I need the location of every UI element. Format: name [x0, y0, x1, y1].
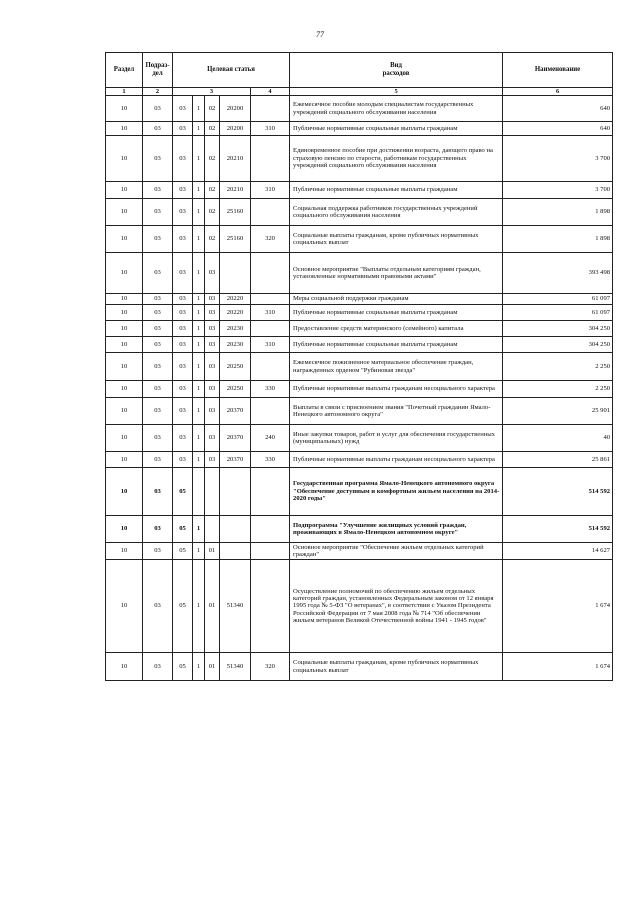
cell-sum: 640 — [503, 96, 613, 122]
cell-podrazdel: 03 — [143, 182, 173, 199]
cell-target-event: 03 — [205, 305, 220, 321]
cell-podrazdel: 03 — [143, 381, 173, 398]
cell-target-direction: 51340 — [220, 560, 251, 653]
cell-sum: 2 250 — [503, 381, 613, 398]
cell-razdel: 10 — [106, 468, 143, 516]
cell-vid — [251, 516, 290, 543]
cell-podrazdel: 03 — [143, 398, 173, 425]
cell-target-event: 02 — [205, 136, 220, 182]
cell-name: Публичные нормативные социальные выплаты гражданам — [290, 337, 503, 353]
table-row — [106, 452, 613, 468]
cell-sum: 393 498 — [503, 253, 613, 294]
cell-target-direction: 20250 — [220, 353, 251, 381]
cell-target-program: 03 — [173, 353, 193, 381]
cell-target-event: 02 — [205, 122, 220, 136]
cell-sum: 1 898 — [503, 226, 613, 253]
cell-podrazdel: 03 — [143, 122, 173, 136]
cell-name: Публичные нормативные социальные выплаты гражданам — [290, 182, 503, 199]
cell-target-direction — [220, 253, 251, 294]
table-row — [106, 398, 613, 425]
cell-target-program: 03 — [173, 425, 193, 452]
cell-target-subprogram: 1 — [193, 560, 205, 653]
cell-name: Ежемесячное пособие молодым специалистам государственных учреждений социального обслуживания населения — [290, 96, 503, 122]
cell-target-subprogram: 1 — [193, 653, 205, 681]
cell-podrazdel: 03 — [143, 425, 173, 452]
cell-name: Публичные нормативные выплаты гражданам несоциального характера — [290, 381, 503, 398]
cell-target-program: 03 — [173, 122, 193, 136]
budget-table — [105, 52, 613, 681]
cell-podrazdel: 03 — [143, 199, 173, 226]
cell-target-subprogram: 1 — [193, 337, 205, 353]
cell-target-subprogram: 1 — [193, 199, 205, 226]
cell-target-subprogram: 1 — [193, 226, 205, 253]
table-row — [106, 136, 613, 182]
cell-razdel: 10 — [106, 226, 143, 253]
cell-sum: 61 097 — [503, 305, 613, 321]
cell-sum: 2 250 — [503, 353, 613, 381]
header-name: Наименование — [503, 53, 613, 88]
cell-podrazdel: 03 — [143, 468, 173, 516]
cell-target-direction: 25160 — [220, 226, 251, 253]
cell-target-subprogram: 1 — [193, 543, 205, 560]
cell-razdel: 10 — [106, 294, 143, 305]
cell-razdel: 10 — [106, 136, 143, 182]
cell-target-program: 03 — [173, 294, 193, 305]
table-row — [106, 543, 613, 560]
cell-target-direction: 20370 — [220, 398, 251, 425]
cell-target-program: 05 — [173, 543, 193, 560]
cell-target-subprogram: 1 — [193, 353, 205, 381]
column-number: 4 — [251, 88, 290, 96]
cell-podrazdel: 03 — [143, 253, 173, 294]
cell-razdel: 10 — [106, 305, 143, 321]
cell-target-event: 03 — [205, 425, 220, 452]
cell-razdel: 10 — [106, 452, 143, 468]
cell-podrazdel: 03 — [143, 305, 173, 321]
cell-target-event: 01 — [205, 543, 220, 560]
cell-razdel: 10 — [106, 182, 143, 199]
cell-name: Предоставление средств материнского (семейного) капитала — [290, 321, 503, 337]
table-row — [106, 122, 613, 136]
cell-razdel: 10 — [106, 321, 143, 337]
cell-vid: 310 — [251, 122, 290, 136]
cell-target-subprogram: 1 — [193, 425, 205, 452]
cell-podrazdel: 03 — [143, 353, 173, 381]
cell-target-program: 03 — [173, 398, 193, 425]
cell-razdel: 10 — [106, 337, 143, 353]
cell-razdel: 10 — [106, 253, 143, 294]
cell-name: Публичные нормативные выплаты гражданам несоциального характера — [290, 452, 503, 468]
cell-target-direction: 20200 — [220, 122, 251, 136]
cell-target-event: 03 — [205, 398, 220, 425]
cell-target-direction: 20200 — [220, 96, 251, 122]
cell-target-subprogram: 1 — [193, 294, 205, 305]
cell-podrazdel: 03 — [143, 321, 173, 337]
cell-target-event: 03 — [205, 321, 220, 337]
cell-target-program: 03 — [173, 182, 193, 199]
cell-vid — [251, 321, 290, 337]
cell-target-subprogram: 1 — [193, 136, 205, 182]
table-row — [106, 96, 613, 122]
table-row — [106, 182, 613, 199]
cell-target-program: 03 — [173, 452, 193, 468]
cell-target-subprogram: 1 — [193, 305, 205, 321]
cell-vid: 320 — [251, 653, 290, 681]
cell-razdel: 10 — [106, 560, 143, 653]
cell-razdel: 10 — [106, 653, 143, 681]
cell-vid — [251, 543, 290, 560]
table-row — [106, 337, 613, 353]
cell-razdel: 10 — [106, 199, 143, 226]
cell-podrazdel: 03 — [143, 653, 173, 681]
cell-sum: 3 700 — [503, 182, 613, 199]
cell-vid: 310 — [251, 305, 290, 321]
cell-name: Публичные нормативные социальные выплаты гражданам — [290, 122, 503, 136]
column-number: 3 — [173, 88, 251, 96]
cell-target-event: 03 — [205, 253, 220, 294]
cell-vid — [251, 560, 290, 653]
cell-target-program: 03 — [173, 96, 193, 122]
column-number: 5 — [290, 88, 503, 96]
cell-target-program: 05 — [173, 560, 193, 653]
cell-sum: 40 — [503, 425, 613, 452]
cell-target-direction: 20250 — [220, 381, 251, 398]
cell-target-program: 05 — [173, 468, 193, 516]
cell-vid: 310 — [251, 182, 290, 199]
table-row — [106, 381, 613, 398]
cell-sum: 304 250 — [503, 321, 613, 337]
table-row — [106, 226, 613, 253]
cell-target-subprogram: 1 — [193, 96, 205, 122]
cell-target-subprogram: 1 — [193, 253, 205, 294]
cell-vid — [251, 253, 290, 294]
cell-name: Социальные выплаты гражданам, кроме публичных нормативных социальных выплат — [290, 226, 503, 253]
cell-vid: 320 — [251, 226, 290, 253]
cell-target-program: 05 — [173, 516, 193, 543]
cell-target-event: 02 — [205, 96, 220, 122]
header-razdel: Раздел — [106, 53, 143, 88]
column-number: 6 — [503, 88, 613, 96]
cell-target-subprogram: 1 — [193, 122, 205, 136]
cell-target-program: 03 — [173, 226, 193, 253]
table-row — [106, 353, 613, 381]
cell-podrazdel: 03 — [143, 96, 173, 122]
cell-vid — [251, 353, 290, 381]
cell-razdel: 10 — [106, 398, 143, 425]
cell-name: Осуществление полномочий по обеспечению жильем отдельных категорий граждан, установленных Федеральным законом от 12 января 1995 года № 5-ФЗ "О ветеранах", в соответствии с Указом Президента Российской Федерации от 7 мая 2008 года № 714 "Об обеспечении жильем ветеранов Великой Отечественной войны 1941 - 1945 годов" — [290, 560, 503, 653]
cell-target-program: 05 — [173, 653, 193, 681]
column-number: 1 — [106, 88, 143, 96]
cell-target-direction: 25160 — [220, 199, 251, 226]
cell-sum: 640 — [503, 122, 613, 136]
cell-target-event — [205, 468, 220, 516]
cell-name: Основное мероприятие "Выплаты отдельным категориям граждан, установленные нормативными правовыми актами" — [290, 253, 503, 294]
cell-vid: 310 — [251, 337, 290, 353]
table-row — [106, 253, 613, 294]
cell-name: Социальные выплаты гражданам, кроме публичных нормативных социальных выплат — [290, 653, 503, 681]
cell-target-direction — [220, 543, 251, 560]
cell-vid — [251, 136, 290, 182]
cell-target-event: 02 — [205, 199, 220, 226]
table-header-row — [106, 53, 613, 88]
cell-target-event — [205, 516, 220, 543]
cell-target-event: 03 — [205, 353, 220, 381]
cell-vid — [251, 294, 290, 305]
cell-sum: 1 898 — [503, 199, 613, 226]
cell-sum: 25 901 — [503, 398, 613, 425]
table-row — [106, 199, 613, 226]
cell-razdel: 10 — [106, 425, 143, 452]
cell-vid: 240 — [251, 425, 290, 452]
cell-target-direction: 20230 — [220, 321, 251, 337]
cell-name: Единовременное пособие при достижении возраста, дающего право на страховую пенсию по старости, работникам государственных учреждений социального обслуживания населения — [290, 136, 503, 182]
cell-vid — [251, 96, 290, 122]
cell-name: Подпрограмма "Улучшение жилищных условий граждан, проживающих в Ямало-Ненецком автономном округе" — [290, 516, 503, 543]
cell-target-subprogram: 1 — [193, 321, 205, 337]
table-row — [106, 305, 613, 321]
cell-sum: 3 700 — [503, 136, 613, 182]
column-number: 2 — [143, 88, 173, 96]
cell-target-direction — [220, 468, 251, 516]
cell-sum: 514 592 — [503, 516, 613, 543]
cell-target-direction: 20370 — [220, 425, 251, 452]
cell-razdel: 10 — [106, 381, 143, 398]
cell-name: Меры социальной поддержки гражданам — [290, 294, 503, 305]
table-row — [106, 560, 613, 653]
cell-sum: 1 674 — [503, 653, 613, 681]
cell-target-direction: 20370 — [220, 452, 251, 468]
cell-target-event: 02 — [205, 226, 220, 253]
page-number: 77 — [316, 30, 324, 39]
cell-target-event: 03 — [205, 452, 220, 468]
header-podrazdel: Подраз- дел — [143, 53, 173, 88]
cell-razdel: 10 — [106, 543, 143, 560]
cell-podrazdel: 03 — [143, 337, 173, 353]
table-row — [106, 468, 613, 516]
cell-vid — [251, 468, 290, 516]
header-target: Целевая статья — [173, 53, 290, 88]
cell-name: Иные закупки товаров, работ и услуг для обеспечения государственных (муниципальных) нужд — [290, 425, 503, 452]
table-row — [106, 516, 613, 543]
cell-podrazdel: 03 — [143, 136, 173, 182]
cell-target-direction: 20210 — [220, 136, 251, 182]
cell-target-subprogram — [193, 468, 205, 516]
cell-target-event: 02 — [205, 182, 220, 199]
cell-podrazdel: 03 — [143, 560, 173, 653]
column-numbers-row — [106, 88, 613, 96]
cell-target-event: 01 — [205, 560, 220, 653]
cell-podrazdel: 03 — [143, 294, 173, 305]
cell-target-event: 03 — [205, 337, 220, 353]
table-row — [106, 653, 613, 681]
cell-razdel: 10 — [106, 122, 143, 136]
cell-target-event: 03 — [205, 294, 220, 305]
cell-podrazdel: 03 — [143, 543, 173, 560]
cell-target-program: 03 — [173, 305, 193, 321]
cell-podrazdel: 03 — [143, 452, 173, 468]
cell-podrazdel: 03 — [143, 516, 173, 543]
cell-vid — [251, 199, 290, 226]
cell-target-event: 01 — [205, 653, 220, 681]
cell-name: Социальная поддержка работников государственных учреждений социального обслуживания населения — [290, 199, 503, 226]
cell-sum: 304 250 — [503, 337, 613, 353]
table-row — [106, 294, 613, 305]
cell-name: Ежемесячное пожизненное материальное обеспечение граждан, награжденных орденом "Рубиновая звезда" — [290, 353, 503, 381]
cell-target-program: 03 — [173, 253, 193, 294]
cell-podrazdel: 03 — [143, 226, 173, 253]
cell-name: Выплаты в связи с присвоением звания "Почетный гражданин Ямало-Ненецкого автономного округа" — [290, 398, 503, 425]
cell-target-direction — [220, 516, 251, 543]
cell-sum: 25 861 — [503, 452, 613, 468]
cell-target-program: 03 — [173, 199, 193, 226]
cell-target-program: 03 — [173, 136, 193, 182]
cell-vid — [251, 398, 290, 425]
cell-target-subprogram: 1 — [193, 452, 205, 468]
cell-target-program: 03 — [173, 381, 193, 398]
cell-target-direction: 20220 — [220, 305, 251, 321]
cell-target-subprogram: 1 — [193, 381, 205, 398]
cell-target-event: 03 — [205, 381, 220, 398]
cell-sum: 61 097 — [503, 294, 613, 305]
cell-target-direction: 20210 — [220, 182, 251, 199]
cell-vid: 330 — [251, 452, 290, 468]
cell-vid: 330 — [251, 381, 290, 398]
cell-target-direction: 51340 — [220, 653, 251, 681]
cell-sum: 14 627 — [503, 543, 613, 560]
header-vid: Вид расходов — [290, 53, 503, 88]
cell-target-subprogram: 1 — [193, 516, 205, 543]
table-row — [106, 425, 613, 452]
cell-target-program: 03 — [173, 337, 193, 353]
cell-target-direction: 20220 — [220, 294, 251, 305]
cell-razdel: 10 — [106, 516, 143, 543]
cell-name: Основное мероприятие "Обеспечение жильем отдельных категорий граждан" — [290, 543, 503, 560]
cell-name: Государственная программа Ямало-Ненецкого автономного округа "Обеспечение доступным и комфортным жильем населения на 2014-2020 годы" — [290, 468, 503, 516]
cell-sum: 514 592 — [503, 468, 613, 516]
cell-target-subprogram: 1 — [193, 398, 205, 425]
table-row — [106, 321, 613, 337]
cell-sum: 1 674 — [503, 560, 613, 653]
cell-name: Публичные нормативные социальные выплаты гражданам — [290, 305, 503, 321]
cell-target-direction: 20230 — [220, 337, 251, 353]
cell-razdel: 10 — [106, 96, 143, 122]
cell-target-subprogram: 1 — [193, 182, 205, 199]
cell-target-program: 03 — [173, 321, 193, 337]
cell-razdel: 10 — [106, 353, 143, 381]
